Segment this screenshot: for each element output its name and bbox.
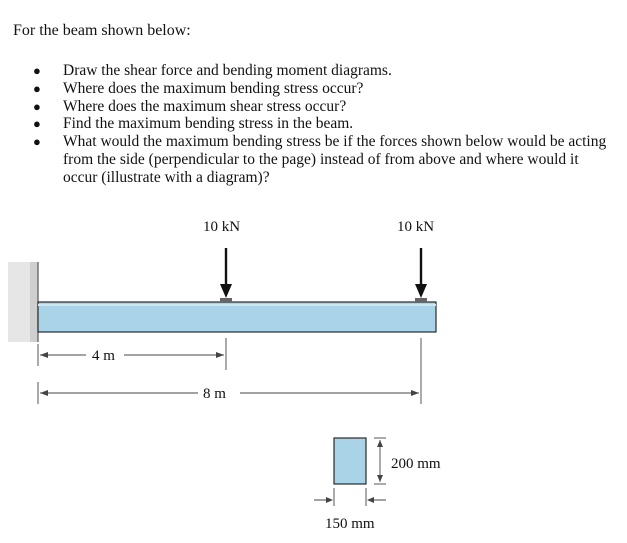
question-text: Draw the shear force and bending moment diagrams. — [63, 62, 392, 79]
dimension-label-8m: 8 m — [203, 386, 226, 402]
question-text: What would the maximum bending stress be if the forces shown below would be acting from the side (perpendicular to the page) instead of from above and where would it occur (illustrate with a diagram)? — [63, 133, 607, 186]
question-text: Where does the maximum bending stress occur? — [63, 79, 364, 97]
question-text: Where does the maximum shear stress occur? — [63, 97, 347, 115]
dimension-label-4m: 4 m — [92, 348, 115, 364]
dimension-section-height — [374, 438, 386, 484]
load-label-2: 10 kN — [397, 219, 435, 235]
bullet-icon: ● — [33, 98, 41, 114]
bullet-icon: ● — [33, 116, 41, 132]
section-height-label: 200 mm — [391, 456, 441, 472]
problem-intro: For the beam shown below: — [13, 22, 191, 39]
load-label-1: 10 kN — [203, 219, 241, 235]
dimension-section-width — [314, 488, 386, 506]
beam — [38, 302, 436, 332]
bullet-icon: ● — [33, 134, 41, 150]
section-width-label: 150 mm — [325, 516, 375, 532]
bullet-icon: ● — [33, 80, 41, 96]
cross-section — [334, 438, 366, 484]
dimension-4m — [38, 338, 226, 370]
bullet-icon: ● — [33, 63, 41, 78]
wall-edge — [30, 262, 38, 342]
load-arrow-1 — [220, 248, 232, 302]
load-arrow-2 — [415, 248, 427, 302]
question-text: Find the maximum bending stress in the beam. — [63, 115, 354, 133]
